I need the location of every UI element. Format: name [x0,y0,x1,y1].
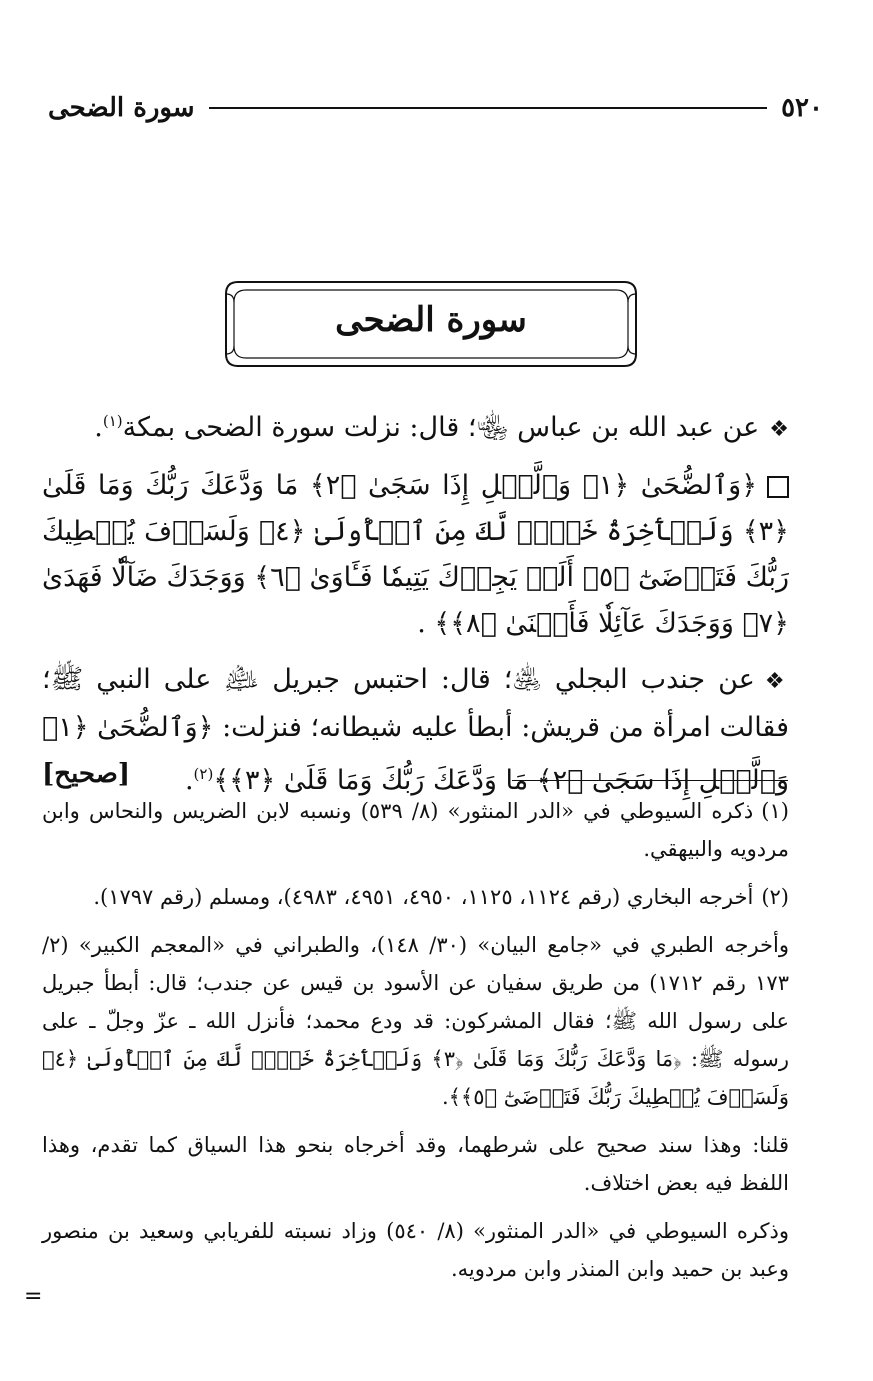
footnote-ref[interactable]: (٢) [193,765,214,783]
footnote-text: وذكره السيوطي في «الدر المنثور» (٨/ ٥٤٠) وزاد نسبته للفريابي وسعيد بن منصور وعبد بن حميد وابن المنذر وابن مردويه. [42,1219,789,1281]
footnote-2-continued-tabari [42,926,789,1116]
paragraph-end: . [94,412,103,443]
footnotes [42,792,789,1298]
paragraph-end: . [184,765,194,796]
surah-title-frame [222,278,640,370]
footnote-2-continued-suyuti [42,1212,789,1288]
continuation-mark: = [24,1284,43,1309]
footnote-number: (٢) [761,885,789,909]
footnote-1 [42,792,789,868]
footnote-text: أخرجه البخاري (رقم ١١٢٤، ١١٢٥، ٤٩٥٠، ٤٩٥١، ٤٩٨٣)، ومسلم (رقم ١٧٩٧). [93,885,754,909]
quran-text: ﴿وَٱلضُّحَىٰ ﴿١﴾ وَٱلَّيۡلِ إِذَا سَجَىٰ ﴿٢﴾ مَا وَدَّعَكَ رَبُّكَ وَمَا قَلَىٰ ﴿٣﴾ وَلَلۡأٓخِرَةُ خَيۡرٞ لَّكَ مِنَ ٱلۡأُولَىٰ ﴿٤﴾ وَلَسَوۡفَ يُعۡطِيكَ رَبُّكَ فَتَرۡضَىٰٓ ﴿٥﴾ أَلَمۡ يَجِدۡكَ يَتِيمٗا فَـَٔاوَىٰ ﴿٦﴾ وَوَجَدَكَ ضَآلّٗا فَهَدَىٰ ﴿٧﴾ وَوَجَدَكَ عَآئِلٗا فَأَغۡنَىٰ ﴿٨﴾﴾ . [42,470,789,639]
square-bullet-icon [767,476,789,498]
running-header [48,88,823,128]
paragraph-text: عن جندب البجلي ﵁؛ قال: احتبس جبريل ﵇ على النبي ﷺ؛ فقالت امرأة من قريش: أبطأ عليه شيطانه؛ فنزلت: ﴿وَٱلضُّحَىٰ ﴿١﴾ وَٱلَّيۡلِ إِذَا سَجَىٰ ﴿٢﴾ مَا وَدَّعَكَ رَبُّكَ وَمَا قَلَىٰ ﴿٣﴾﴾ [42,664,789,796]
footnote-ref[interactable]: (١) [102,412,123,430]
footnote-text: قلنا: وهذا سند صحيح على شرطهما، وقد أخرجاه بنحو هذا السياق كما تقدم، وهذا اللفظ فيه بعض اختلاف. [42,1133,789,1195]
diamond-bullet-icon: ❖ [769,417,789,442]
paragraph-ibn-abbas [42,398,789,453]
header-rule [209,107,768,109]
footnote-2 [42,878,789,916]
paragraph-jundub [42,657,789,804]
surah-title: سورة الضحى [335,300,527,340]
running-header-chapter-title: سورة الضحى [48,93,195,123]
footnote-text: ذكره السيوطي في «الدر المنثور» (٨/ ٥٣٩) ونسبه لابن الضريس والنحاس وابن مردويه والبيهقي. [42,799,789,861]
diamond-bullet-icon: ❖ [764,669,789,694]
paragraph-quran-verses [42,463,789,647]
hadith-grade: [صحيح] [42,759,131,789]
footnote-2-continued-comment [42,1126,789,1202]
paragraph-text: عن عبد الله بن عباس ﵄؛ قال: نزلت سورة الضحى بمكة [122,412,760,443]
footnote-text: وأخرجه الطبري في «جامع البيان» (٣٠/ ١٤٨)، والطبراني في «المعجم الكبير» (٢/ ١٧٣ رقم ١٧١٢) من طريق سفيان عن الأسود بن قيس عن جندب؛ قال: أبطأ جبريل على رسول الله ﷺ؛ فقال المشركون: قد ودع محمد؛ فأنزل الله ـ عزّ وجلّ ـ على رسوله ﷺ: ﴿مَا وَدَّعَكَ رَبُّكَ وَمَا قَلَىٰ ﴿٣﴾ وَلَلۡأٓخِرَةُ خَيۡرٞ لَّكَ مِنَ ٱلۡأُولَىٰ ﴿٤﴾ وَلَسَوۡفَ يُعۡطِيكَ رَبُّكَ فَتَرۡضَىٰٓ ﴿٥﴾﴾. [42,933,789,1109]
footnote-separator [512,780,788,781]
page-number: ٥٢٠ [781,93,823,123]
footnote-number: (١) [761,799,789,823]
main-text [42,398,789,814]
